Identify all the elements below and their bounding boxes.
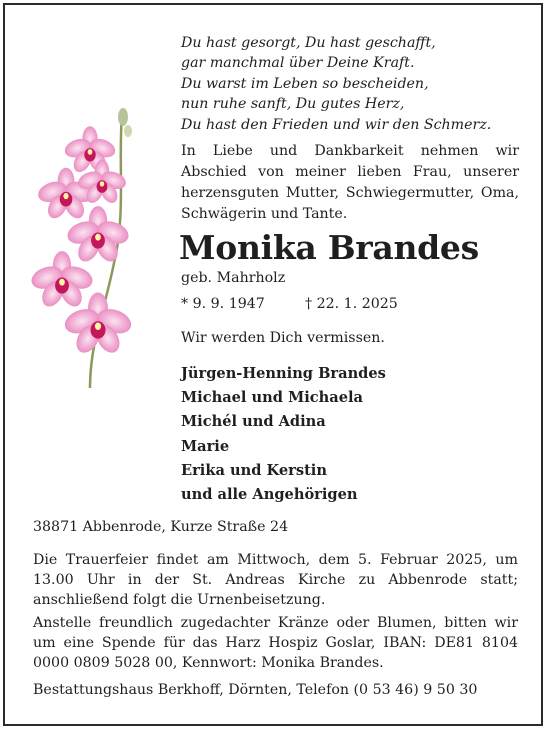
family-member: Jürgen-Henning Brandes xyxy=(181,365,386,382)
birth-date: * 9. 9. 1947 xyxy=(181,296,265,312)
family-member: Michél und Adina xyxy=(181,413,326,431)
family-list xyxy=(181,362,386,507)
intro-text: In Liebe und Dankbarkeit nehmen wir Abschied von meiner lieben Frau, unserer herzensguten Mutter, Schwiegermutter, Oma, Schwägerin und Tante. xyxy=(181,143,519,222)
family-member: Michael und Michaela xyxy=(181,389,364,407)
address: 38871 Abbenrode, Kurze Straße 24 xyxy=(33,519,289,535)
poem xyxy=(181,33,526,135)
funeral-home: Bestattungshaus Berkhoff, Dörnten, Telefon (0 53 46) 9 50 30 xyxy=(33,682,478,698)
orchid-illustration xyxy=(30,103,170,393)
funeral-info: Die Trauerfeier findet am Mittwoch, dem 5. Februar 2025, um 13.00 Uhr in der St. Andreas Kirche zu Abbenrode statt; anschließend folgt die Urnenbeisetzung. xyxy=(33,552,518,608)
poem-line: Du hast den Frieden und wir den Schmerz. xyxy=(181,116,492,133)
poem-line: nun ruhe sanft, Du gutes Herz, xyxy=(181,96,405,113)
poem-line: gar manchmal über Deine Kraft. xyxy=(181,55,415,72)
miss-text: Wir werden Dich vermissen. xyxy=(181,330,385,346)
family-member: und alle Angehörigen xyxy=(181,486,358,504)
maiden-name: geb. Mahrholz xyxy=(181,270,286,286)
death-date: † 22. 1. 2025 xyxy=(305,296,398,312)
family-member: Erika und Kerstin xyxy=(181,461,327,479)
poem-line: Du hast gesorgt, Du hast geschafft, xyxy=(181,35,436,51)
donation-info: Anstelle freundlich zugedachter Kränze oder Blumen, bitten wir um eine Spende für das Harz Hospiz Goslar, IBAN: DE81 8104 0000 0809 5028 00, Kennwort: Monika Brandes. xyxy=(33,615,518,671)
family-member: Marie xyxy=(181,437,230,455)
life-dates xyxy=(181,296,398,312)
deceased-name: Monika Brandes xyxy=(179,228,479,267)
poem-line: Du warst im Leben so bescheiden, xyxy=(181,75,429,92)
